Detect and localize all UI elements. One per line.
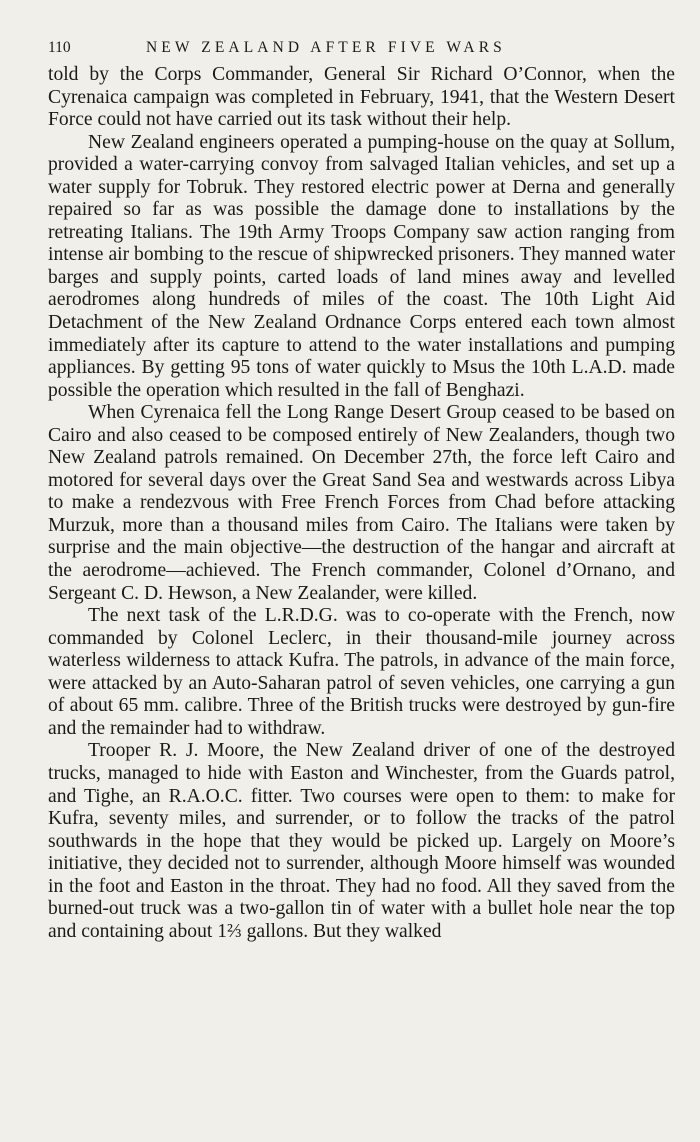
paragraph-lrdg: The next task of the L.R.D.G. was to co-operate with the French, now commanded by Colonel Leclerc, in their thousand-mile journey across waterless wilderness to attack Kufra. The patrols, in advance of the main force, were attacked by an Auto-Saharan patrol of seven vehicles, one carrying a gun of about 65 mm. calibre. Three of the British trucks were destroyed by gun-fire and the remainder had to withdraw. [48,605,675,739]
paragraph-cyrenaica: When Cyrenaica fell the Long Range Desert Group ceased to be based on Cairo and also ceased to be composed entirely of New Zealanders, though two New Zealand patrols remained. On December 27th, the force left Cairo and motored for several days over the Great Sand Sea and westwards across Libya to make a rendezvous with Free French Forces from Chad before attacking Murzuk, more than a thousand miles from Cairo. The Italians were taken by surprise and the main objective—the destruction of the hangar and aircraft at the aerodrome—achieved. The French commander, Colonel d’Ornano, and Sergeant C. D. Hewson, a New Zealander, were killed. [48,402,675,604]
running-head [48,37,672,59]
running-title: NEW ZEALAND AFTER FIVE WARS [146,39,506,56]
paragraph-engineers: New Zealand engineers operated a pumping-house on the quay at Sollum, provided a water-carrying convoy from salvaged Italian vehicles, and set up a water supply for Tobruk. They restored electric power at Derna and generally repaired so far as was possible the damage done to installations by the retreating Italians. The 19th Army Troops Company saw action ranging from intense air bombing to the rescue of shipwrecked prisoners. They manned water barges and supply points, carted loads of land mines away and levelled aerodromes along hundreds of miles of the coast. The 10th Light Aid Detachment of the New Zealand Ordnance Corps entered each town almost immediately after its capture to attend to the water installations and pumping appliances. By getting 95 tons of water quickly to Msus the 10th L.A.D. made possible the operation which resulted in the fall of Benghazi. [48,131,675,401]
page-number: 110 [48,39,71,56]
body-text [48,64,675,943]
paragraph-moore: Trooper R. J. Moore, the New Zealand driver of one of the destroyed trucks, managed to hide with Easton and Winchester, from the Guards patrol, and Tighe, an R.A.O.C. fitter. Two courses were open to them: to make for Kufra, seventy miles, and surrender, or to follow the tracks of the patrol southwards in the hope that they would be picked up. Largely on Moore’s initiative, they decided not to surrender, although Moore himself was wounded in the foot and Easton in the throat. They had no food. All they saved from the burned-out truck was a two-gallon tin of water with a bullet hole near the top and containing about 1⅔ gallons. But they walked [48,740,675,942]
paragraph-continued: told by the Corps Commander, General Sir Richard O’Connor, when the Cyrenaica campaign was completed in February, 1941, that the Western Desert Force could not have carried out its task without their help. [48,64,675,131]
